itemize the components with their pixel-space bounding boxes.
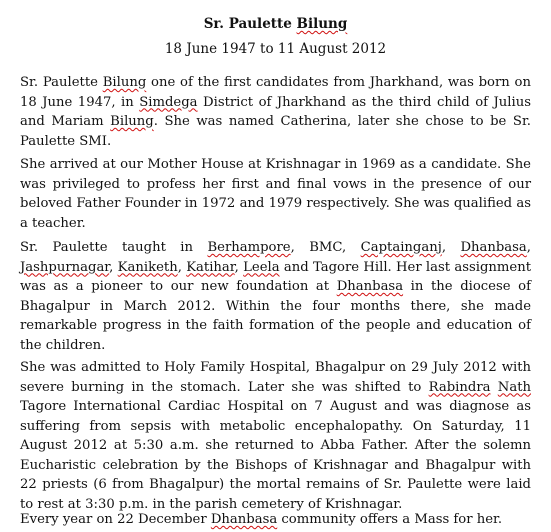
- paragraph-1: Sr. Paulette Bilung one of the first candidates from Jharkhand, was born on 18 June 1947, in Simdega District of Jharkhand as the third child of Julius and Mariam Bilung. She was named Catherina, later she chose to be Sr. Paulette SMI.: [20, 75, 531, 149]
- spellcheck-word: Berhampore: [207, 240, 291, 255]
- spellcheck-word: Nath: [497, 379, 531, 395]
- spellcheck-word: Bilung: [110, 114, 154, 129]
- spellcheck-word: Bilung: [102, 75, 147, 90]
- spellcheck-word: Katihar: [186, 259, 235, 275]
- spellcheck-word: Dhanbasa: [336, 279, 404, 294]
- spellcheck-word: Captainganj: [360, 240, 442, 255]
- spellcheck-word: Bilung: [296, 16, 348, 32]
- document-title: Sr. Paulette Bilung: [203, 16, 348, 32]
- document-dates: 18 June 1947 to 11 August 2012: [164, 41, 387, 57]
- spellcheck-word: Dhanbasa: [210, 512, 278, 527]
- spellcheck-word: Kaniketh: [117, 259, 178, 275]
- paragraph-2: She arrived at our Mother House at Krishnagar in 1969 as a candidate. She was privileged to profess her first and final vows in the presence of our beloved Father Founder in 1972 and 1979 respectively. She was qualified as a teacher.: [20, 157, 531, 231]
- paragraph-5: Every year on 22 December Dhanbasa community offers a Mass for her.: [20, 512, 503, 527]
- spellcheck-word: Dhanbasa: [460, 240, 527, 255]
- spellcheck-word: Leela: [243, 259, 280, 275]
- paragraph-4: She was admitted to Holy Family Hospital, Bhagalpur on 29 July 2012 with severe burning in the stomach. Later she was shifted to Rabindra Nath Tagore International Cardiac Hospital on 7 August and was diagnose as suffering from sepsis with metabolic encephalopathy. On Saturday, 11 August 2012 at 5:30 a.m. she returned to Abba Father. After the solemn Eucharistic celebration by the Bishops of Krishnagar and Bhagalpur with 22 priests (6 from Bhagalpur) the mortal remains of Sr. Paulette were laid to rest at 3:30 p.m. in the parish cemetery of Krishnagar.: [20, 360, 531, 512]
- paragraph-3: Sr. Paulette taught in Berhampore, BMC, Captainganj, Dhanbasa, Jashpurnagar, Kaniketh, Katihar, Leela and Tagore Hill. Her last assignment was as a pioneer to our new foundation at Dhanbasa in the diocese of Bhagalpur in March 2012. Within the four months there, she made remarkable progress in the faith formation of the people and education of the children.: [20, 240, 532, 353]
- spellcheck-word: Jashpurnagar: [20, 259, 110, 275]
- spellcheck-word: Rabindra: [428, 379, 491, 395]
- spellcheck-word: Simdega: [139, 94, 198, 110]
